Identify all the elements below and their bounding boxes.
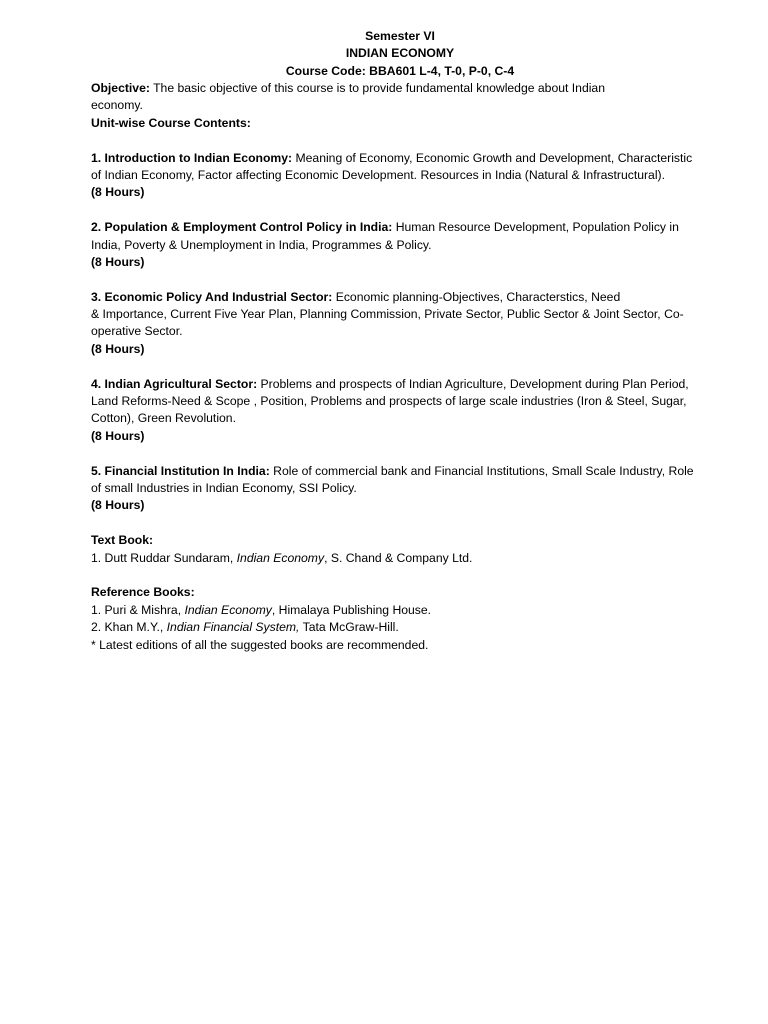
objective-label: Objective: [91,81,150,95]
reference-books-heading: Reference Books: [91,585,195,600]
text-book-heading: Text Book: [91,533,154,548]
unit-4-text-3: Cotton), Green Revolution. [91,411,236,426]
document-header [0,28,768,80]
unit-3-title: 3. Economic Policy And Industrial Sector: [91,289,333,304]
spacer [91,271,716,288]
reference-books-note: * Latest editions of all the suggested books are recommended. [91,637,429,652]
unit-4 [91,376,716,446]
course-title: INDIAN ECONOMY [345,46,455,61]
reference-book-2-prefix: 2. Khan M.Y., [91,620,167,635]
unit-1-line-1 [91,150,716,167]
unit-5-title: 5. Financial Institution In India: [91,463,270,478]
unit-4-text-1: Problems and prospects of Indian Agriculture, Development during Plan Period, [257,376,689,391]
reference-book-1-prefix: 1. Puri & Mishra, [91,602,185,617]
spacer [91,132,716,149]
course-code: Course Code: BBA601 L-4, T-0, P-0, C-4 [285,63,515,78]
unit-2 [91,219,716,271]
reference-book-item-1 [91,602,716,619]
reference-book-item-2 [91,619,716,636]
unit-5-line-1 [91,463,716,480]
unit-4-line-1 [91,376,716,393]
objective-text-1: The basic objective of this course is to provide fundamental knowledge about Indian [149,81,605,95]
objective-line-1 [91,80,716,97]
spacer [91,567,716,584]
unit-4-text-2: Land Reforms-Need & Scope , Position, Problems and prospects of large scale industries (Iron & Steel, Sugar, [91,394,687,409]
contents-heading: Unit-wise Course Contents: [91,115,251,130]
unit-3 [91,289,716,359]
reference-book-2-title: Indian Financial System, [166,620,300,635]
spacer [91,515,716,532]
reference-book-1-title: Indian Economy [184,602,272,617]
unit-5-text-2: of small Industries in Indian Economy, SSI Policy. [91,480,357,495]
unit-3-text-3: operative Sector. [91,324,183,339]
reference-books-section [91,584,716,654]
syllabus-content [91,80,716,654]
unit-1-title: 1. Introduction to Indian Economy: [91,150,293,165]
semester-label: Semester VI [365,29,435,43]
text-book-1-suffix: , S. Chand & Company Ltd. [324,550,473,565]
spacer [91,445,716,462]
unit-4-title: 4. Indian Agricultural Sector: [91,376,258,391]
unit-3-text-1: Economic planning-Objectives, Characterstics, Need [332,289,621,304]
objective-line-2: economy. [91,98,143,113]
unit-1-text-2: of Indian Economy, Factor affecting Economic Development. Resources in India (Natural & Infrastructural). [91,167,665,182]
unit-5 [91,463,716,515]
reference-book-1-suffix: , Himalaya Publishing House. [271,602,432,617]
unit-2-text-2: India, Poverty & Unemployment in India, Programmes & Policy. [91,237,432,252]
unit-2-hours: (8 Hours) [91,254,145,269]
unit-1 [91,150,716,202]
unit-2-title: 2. Population & Employment Control Policy in India: [91,220,393,235]
unit-2-line-1 [91,219,716,236]
unit-1-hours: (8 Hours) [91,185,145,200]
text-book-section [91,532,716,567]
unit-5-text-1: Role of commercial bank and Financial Institutions, Small Scale Industry, Role [269,463,694,478]
text-book-item-1 [91,550,716,567]
reference-book-2-suffix: Tata McGraw-Hill. [299,620,399,635]
unit-5-hours: (8 Hours) [91,498,145,513]
unit-2-text-1: Human Resource Development, Population Policy in [392,220,679,235]
text-book-1-prefix: 1. Dutt Ruddar Sundaram, [91,550,237,565]
unit-3-line-1 [91,289,716,306]
unit-1-text-1: Meaning of Economy, Economic Growth and Development, Characteristic [292,150,693,165]
unit-4-hours: (8 Hours) [91,428,145,443]
unit-3-text-2: & Importance, Current Five Year Plan, Planning Commission, Private Sector, Public Sector & Joint Sector, Co- [91,307,684,322]
text-book-1-title: Indian Economy [236,550,325,565]
unit-3-hours: (8 Hours) [91,341,145,356]
spacer [91,358,716,375]
spacer [91,202,716,219]
